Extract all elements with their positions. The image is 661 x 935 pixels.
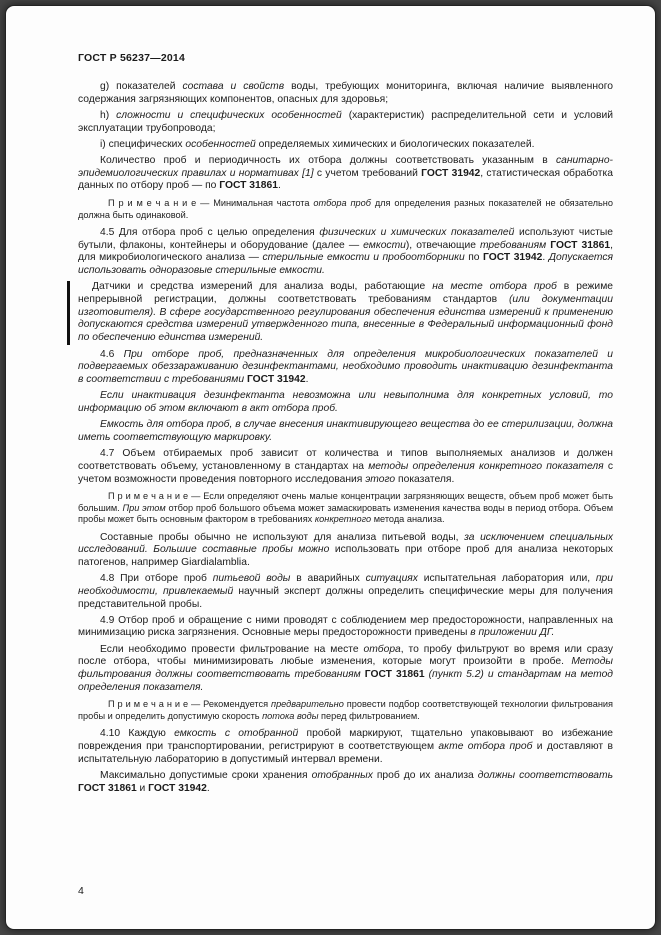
text-run: научный эксперт должны определить специфические меры для получения представительной пробы.	[78, 585, 613, 610]
text-run: отобранных	[311, 769, 373, 781]
paragraph	[78, 349, 613, 387]
page-content	[78, 52, 613, 799]
text-run: на месте отбора проб	[432, 281, 557, 293]
text-run: h)	[100, 109, 117, 121]
text-run: ГОСТ 31942	[246, 374, 306, 386]
text-run: питьевой воды	[212, 573, 291, 585]
paragraph	[78, 728, 613, 766]
text-run: отбор проб большого объема может замаскировать изменения качества воды в период отбора. Объем пробы может быть основным фактором в требованиях	[78, 502, 614, 525]
note-paragraph	[78, 198, 613, 221]
text-run: санитарно-эпидемиологических правилах и нормативах [1]	[78, 155, 613, 179]
text-run: ГОСТ 31942	[483, 252, 543, 264]
text-run: за исключением специальных исследований. Большие составные пробы можно	[78, 531, 613, 556]
paragraph	[78, 448, 613, 486]
text-run: ГОСТ 31861	[550, 239, 611, 251]
text-run: 4.5 Для отбора проб с целью определения	[100, 226, 320, 238]
text-run: Составные пробы обычно не используют для анализа питьевой воды,	[100, 531, 465, 543]
text-run: При отборе проб, предназначенных для определения микробиологических показателей и подвергаемых обеззараживанию дезинфектантами, необходимо проводить инактивацию дезинфектанта в соответствии с требованиями	[78, 348, 613, 386]
text-run: сложности и специфических особенностей	[116, 109, 342, 121]
text-run: использовать при отборе проб для анализа некоторых патогенов, например Giardialamblia.	[78, 544, 614, 568]
text-run: показателя.	[395, 473, 455, 485]
text-run: отбора	[363, 643, 401, 655]
text-run: .	[305, 374, 309, 386]
text-run: Если инактивация дезинфектанта невозможна или невыполнима для конкретных условий, то информацию об этом включают в акт отбора проб.	[78, 390, 613, 415]
text-run: пробой маркируют, тщательно упаковывают во избежание повреждения при транспортировании, регистрируют в соответствующем	[78, 728, 613, 752]
text-run: 4.7 Объем отбираемых проб зависит от количества и типов выполняемых анализов и должен соответствовать объему, установленному в стандартах на	[78, 448, 613, 472]
document-page	[5, 5, 656, 930]
text-run: .	[542, 252, 549, 264]
text-run: g) показателей	[100, 81, 183, 92]
paragraph	[78, 419, 613, 444]
text-run: ситуациях	[365, 573, 418, 585]
text-run: Емкость для отбора проб, в случае внесения инактивирующего вещества до ее стерилизации, должна иметь соответствующую маркировку.	[78, 419, 613, 443]
text-run: испытательная лаборатория или,	[417, 573, 596, 585]
text-run: (или документации изготовителя). В сфере государственного регулирования обеспечения единства измерений к применению допускаются средства измерений утвержденного типа, внесенные в Федеральный информационный фонд по обеспечению единства измерений.	[78, 293, 613, 344]
text-run: проб до их анализа	[372, 769, 478, 781]
text-run: особенностей	[185, 138, 256, 150]
text-run: ГОСТ 31942	[421, 167, 481, 179]
text-run: требованиям	[479, 239, 547, 251]
text-run: .	[277, 180, 281, 192]
text-run: используют чистые бутыли, флаконы, контейнеры и оборудование (далее —	[78, 226, 614, 251]
text-run: конкретного	[314, 514, 372, 525]
text-run: При этом	[122, 502, 166, 513]
text-run: Допускается использовать одноразовые стерильные емкости.	[78, 252, 613, 277]
change-marked-paragraph	[67, 281, 613, 345]
text-run: П р и м е ч а н и е — Рекомендуется	[108, 699, 272, 710]
text-run: П р и м е ч а н и е — Если определяют очень малые концентрации загрязняющих веществ, объем проб может быть большим.	[78, 491, 613, 513]
text-run: должны соответствовать	[477, 769, 613, 781]
text-run: 4.8 При отборе проб	[100, 573, 213, 585]
text-run: ГОСТ 31861	[219, 180, 278, 192]
text-run: с учетом возможности проведения повторного исследования	[78, 460, 613, 485]
text-run: физических и химических показателей	[319, 226, 515, 238]
text-run: провести подбор соответствующей технологии фильтрования пробы и определить допустимую скорость	[78, 699, 613, 721]
paragraph	[78, 81, 613, 106]
text-run: (пункт 5.2) и стандартам на метод определения показателя.	[78, 669, 613, 693]
text-run: при необходимости, привлекаемый	[78, 573, 614, 597]
paragraph	[78, 615, 613, 640]
text-run: Максимально допустимые сроки хранения	[100, 769, 312, 781]
note-paragraph	[78, 491, 613, 525]
text-run: определяемых химических и биологических показателей.	[255, 138, 535, 150]
text-run: предварительно	[271, 699, 344, 710]
text-run: ГОСТ 31942	[148, 782, 207, 794]
text-run: в приложении ДГ.	[470, 627, 555, 639]
text-run: Методы фильтрования должны соответствовать требованиям	[78, 656, 613, 681]
text-run: в режиме непрерывной регистрации, должны соответствовать требованиям стандартов	[78, 281, 613, 305]
text-run: потока воды	[262, 710, 319, 721]
note-paragraph	[78, 699, 613, 722]
text-run: i) специфических	[100, 138, 186, 150]
text-run: для определения разных показателей не обязательно должна быть одинаковой.	[78, 198, 613, 220]
text-run: 4.6	[100, 348, 124, 360]
paragraph	[78, 110, 613, 135]
text-run: по	[464, 252, 484, 264]
text-run: акте отбора проб	[438, 740, 533, 752]
paragraph	[78, 770, 613, 795]
paragraph	[78, 390, 613, 415]
text-run: 4.10 Каждую	[100, 728, 175, 740]
page-number: 4	[78, 885, 84, 897]
text-run: метода анализа.	[371, 514, 445, 525]
text-run: отбора проб	[313, 198, 371, 209]
text-run: емкость с отобранной	[174, 728, 299, 740]
paragraph	[78, 155, 613, 193]
text-run: (характеристик) распределительной сети и условий эксплуатации трубопровода;	[78, 109, 613, 134]
text-run: ГОСТ 31861	[78, 782, 137, 794]
paragraph	[78, 573, 613, 611]
text-run: 4.9 Отбор проб и обращение с ними проводят с соблюдением мер предосторожности, направленных на минимизацию риска загрязнения. Основные меры предосторожности приведены	[78, 614, 613, 639]
paragraph	[78, 227, 613, 278]
text-run: , то пробу фильтруют во время или сразу после отбора, чтобы минимизировать любые изменения, которые могут произойти в пробе.	[78, 643, 614, 668]
text-run: емкости	[363, 239, 406, 251]
document-header: ГОСТ Р 56237—2014	[78, 52, 186, 64]
text-run: и	[136, 782, 149, 794]
text-run: перед фильтрованием.	[318, 710, 420, 721]
text-run: методы определения конкретного показателя	[368, 460, 604, 472]
text-run: в аварийных	[290, 573, 366, 585]
text-run: состава и свойств	[182, 81, 285, 92]
text-run: ГОСТ 31861	[364, 669, 425, 681]
text-run: .	[206, 782, 210, 794]
document-body	[78, 81, 613, 795]
text-run: воды, требующих мониторинга, включая наличие выявленного содержания загрязняющих компонентов, опасных для здоровья;	[78, 81, 614, 105]
paragraph	[78, 139, 613, 152]
text-run: Если необходимо провести фильтрование на месте	[100, 643, 364, 655]
text-run: , для микробиологического анализа —	[78, 239, 613, 264]
text-run: ), отвечающие	[405, 239, 480, 251]
text-run: Количество проб и периодичность их отбора должны соответствовать указанным в	[100, 155, 556, 167]
text-run: стерильные емкости и пробоотборники	[262, 252, 465, 264]
text-run: этого	[365, 473, 396, 485]
paragraph	[78, 532, 613, 570]
paragraph	[78, 644, 613, 695]
text-run: Датчики и средства измерений для анализа воды, работающие	[92, 281, 433, 293]
text-run: и доставляют в испытательную лабораторию в допустимый интервал времени.	[78, 740, 613, 765]
text-run: , статистическая обработка данных по отбору проб — по	[78, 167, 613, 192]
text-run: с учетом требований	[313, 167, 422, 179]
text-run: П р и м е ч а н и е — Минимальная частота	[108, 198, 314, 209]
